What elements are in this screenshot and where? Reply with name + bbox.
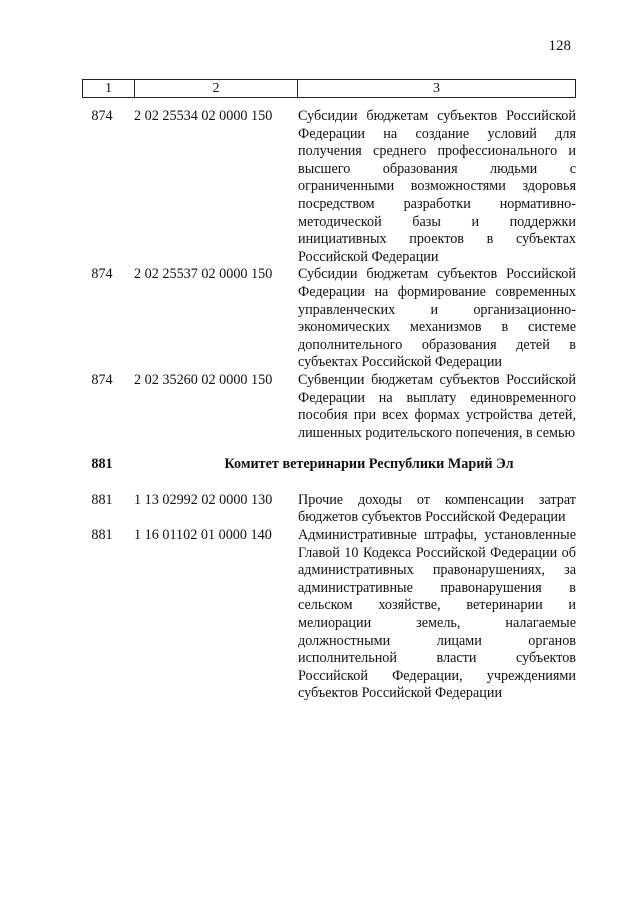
income-description: Субсидии бюджетам субъектов Российской Федерации на создание условий для получения среднего профессионального и высшего образования людьми с ограниченными возможностями здоровья посредством разработки нормативно-методической базы и поддержки инициативных проектов в субъектах Российской Федерации: [298, 108, 576, 265]
income-code: 2 02 35260 02 0000 150: [134, 371, 273, 388]
section-heading-row: [82, 456, 576, 474]
header-col-1: 1: [83, 80, 135, 97]
admin-code: 874: [91, 266, 113, 283]
admin-code: 881: [91, 491, 113, 508]
page-number: 128: [548, 38, 571, 54]
income-description: Прочие доходы от компенсации затрат бюджетов субъектов Российской Федерации: [298, 491, 576, 526]
income-description: Субсидии бюджетам субъектов Российской Федерации на формирование современных управленческих и организационно-экономических механизмов в системе дополнительного образования детей в субъектах Российской Федерации: [298, 266, 576, 371]
income-code: 1 16 01102 01 0000 140: [134, 527, 272, 544]
table-row: [82, 108, 576, 266]
section-title: Комитет ветеринарии Республики Марий Эл: [224, 456, 514, 473]
table-row: [82, 492, 576, 527]
section-admin-code: 881: [91, 456, 113, 473]
income-description: Административные штрафы, установленные Главой 10 Кодекса Российской Федерации об административных правонарушениях, за административные правонарушения в сельском хозяйстве, ветеринарии и мелиорации земель, налагаемые должностными лицами органов исполнительной власти субъектов Российской Федерации, учреждениями субъектов Российской Федерации: [298, 527, 576, 702]
admin-code: 874: [91, 108, 113, 124]
header-col-3: 3: [433, 80, 440, 96]
income-code: 2 02 25534 02 0000 150: [134, 108, 273, 124]
admin-code: 874: [91, 371, 113, 388]
table-row: [82, 527, 576, 703]
header-col-2: 2: [135, 80, 298, 97]
table-body: [82, 108, 576, 703]
table-row: [82, 266, 576, 372]
income-code: 1 13 02992 02 0000 130: [134, 491, 273, 508]
admin-code: 881: [91, 527, 113, 544]
income-code: 2 02 25537 02 0000 150: [134, 266, 273, 283]
table-header: [82, 79, 576, 98]
table-row: [82, 372, 576, 442]
income-description: Субвенции бюджетам субъектов Российской Федерации на выплату единовременного пособия при всех формах устройства детей, лишенных родительского попечения, в семью: [298, 371, 576, 441]
